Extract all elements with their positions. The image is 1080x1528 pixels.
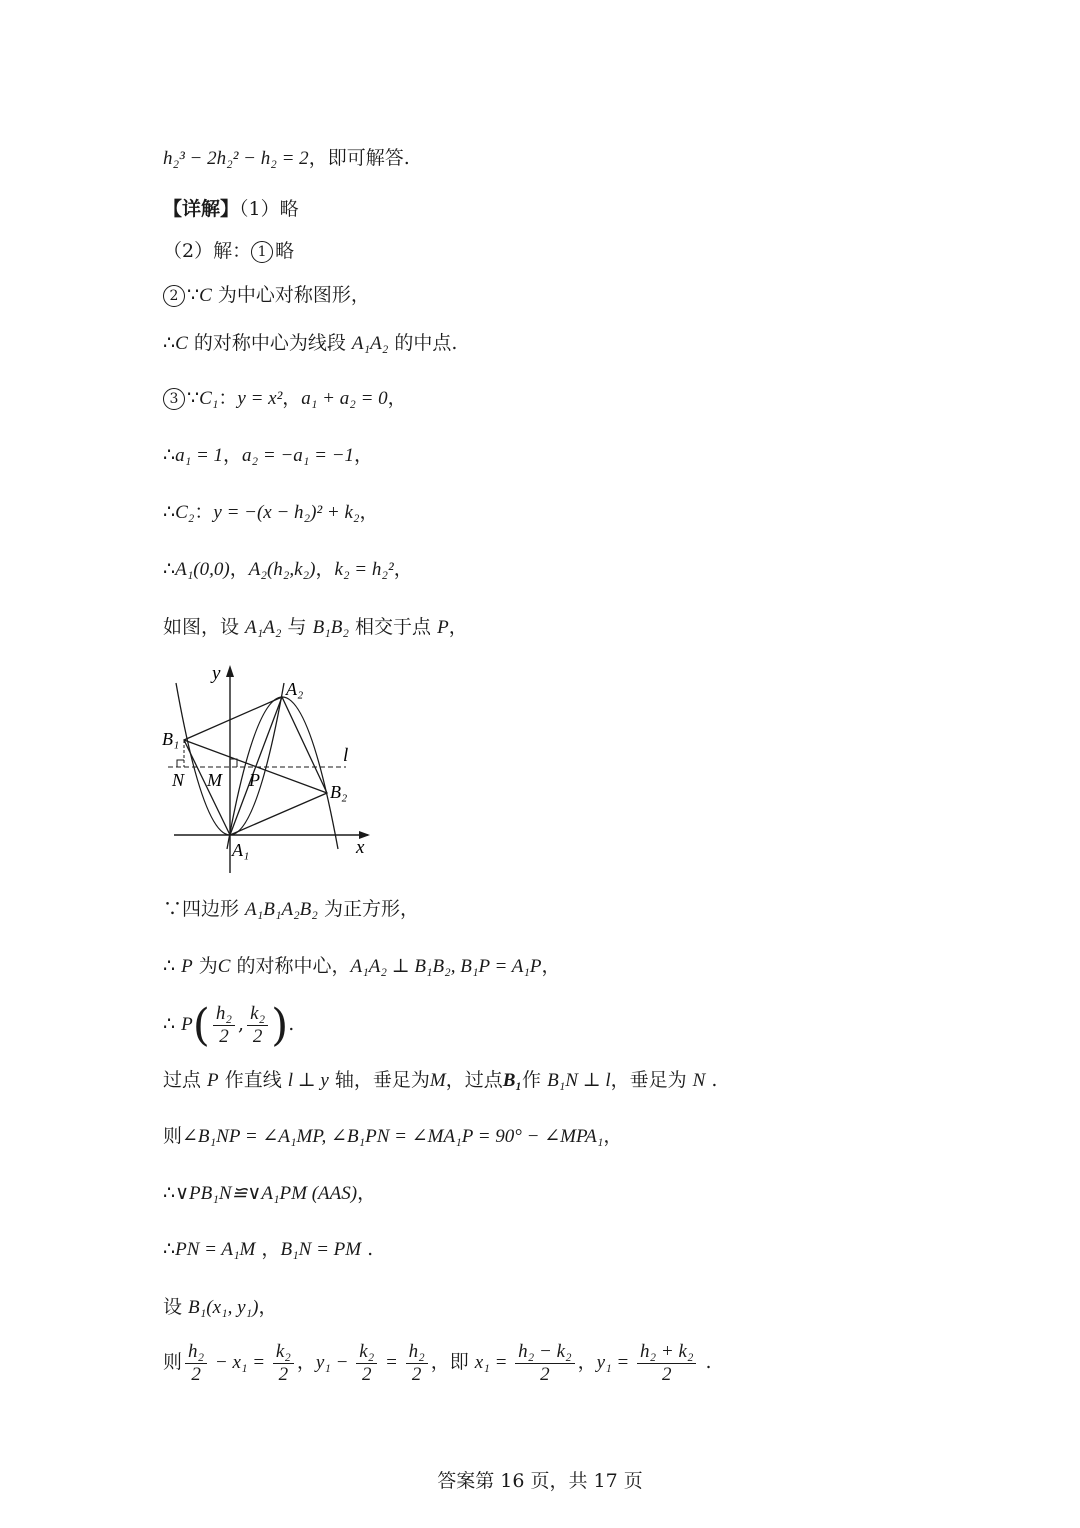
therefore-symbol: ∴ [163,1013,182,1035]
label-a2: A₂ [286,679,304,699]
because-symbol: ∵ [187,284,200,306]
denominator: 2 [278,1363,289,1385]
circled-number: 3 [163,388,185,410]
fraction [637,1341,696,1386]
fraction [356,1341,377,1386]
denominator: 2 [252,1025,263,1047]
text: ， [357,1182,377,1204]
equation: k₂ = h₂² [334,559,394,580]
equation: h₂³ − 2h₂² − h₂ = 2 [163,148,309,169]
var: C [217,956,231,977]
text-line-9 [163,556,413,583]
text: ， [282,387,302,409]
equation: PN = A₁M [175,1239,256,1260]
section-label: 【详解】 [163,198,240,220]
fraction [406,1341,428,1386]
text: 则 [163,1351,183,1373]
text: 过点 [163,1069,208,1091]
var: P [437,617,449,638]
text: 为 [192,955,218,977]
text: ， [393,558,413,580]
numerator: k₂ [356,1341,377,1364]
text-line-10 [163,614,468,641]
text: ， [223,444,243,466]
text-line-19 [163,1338,712,1387]
therefore-symbol: ∴ [163,1238,176,1260]
text-line-11 [163,896,419,923]
numerator: h₂ + k₂ [637,1341,696,1364]
equation: a₁ + a₂ = 0 [301,388,388,409]
text-line-18 [163,1294,278,1321]
denominator: 2 [540,1363,550,1385]
text: ，过点 [445,1069,503,1091]
equation: B₁N = PM [280,1239,362,1260]
therefore-symbol: ∴ [163,444,176,466]
text-line-17 [163,1236,373,1263]
therefore-symbol: ∴ [163,501,176,523]
text: . [361,1238,374,1260]
equation: ∠B₁NP = ∠A₁MP, ∠B₁PN = ∠MA₁P = 90° − ∠MPA₁ [182,1126,604,1147]
text: ， [258,1296,278,1318]
text: 的对称中心， [230,955,351,977]
segment: A₁A₂ [351,333,389,354]
text-line-3 [163,238,294,264]
label-l: l [343,745,349,766]
therefore-symbol: ∴ [163,558,176,580]
equation: A₁A₂ ⊥ B₁B₂, B₁P = A₁P [350,956,542,977]
text: . [699,1351,712,1373]
denominator: 2 [411,1363,422,1385]
label-n: N [172,770,185,790]
segment: B₁B₂ [312,617,350,638]
text: 的中点. [388,332,458,354]
text: ， [315,558,335,580]
text: ， [255,1238,281,1260]
point: B₁(x₁, y₁) [188,1297,259,1318]
text-line-4 [163,282,370,309]
text-line-12 [163,953,561,980]
var: P [181,1014,193,1035]
text-line-6 [163,385,407,412]
text-line-1 [163,145,410,172]
text-line-14 [163,1067,717,1094]
paren-right: ) [271,1000,289,1051]
text: 略 [275,240,295,262]
text: ， [354,444,374,466]
expression: x₁ = [474,1352,513,1373]
text: 轴，垂足为 [328,1069,430,1091]
text: ，垂足为 [610,1069,693,1091]
equation: y = −(x − h₂)² + k₂ [213,502,360,523]
text: 的对称中心为线段 [187,332,352,354]
page-footer: 答案第 16 页，共 17 页 [437,1470,643,1492]
label-y: y [212,663,221,684]
numerator: h₂ [185,1341,207,1364]
text: ， [603,1125,623,1147]
expression: − x₁ = [210,1352,270,1373]
numerator: h₂ [406,1341,428,1364]
segment: A₁A₂ [245,617,282,638]
equation: a₂ = −a₁ = −1 [242,445,355,466]
paren-left: ( [192,1000,210,1051]
expression: y₁ = [596,1352,635,1373]
text: , [238,1013,245,1035]
text: ，即 [430,1351,475,1373]
text-line-13 [163,1000,294,1050]
text: 如图，设 [163,616,246,638]
equation: a₁ = 1 [175,445,224,466]
denominator: 2 [191,1363,201,1385]
text: . [288,1013,295,1035]
therefore-symbol: ∴ [163,332,176,354]
right-angle-n [177,760,184,767]
expression: y₁ − [315,1352,354,1373]
var: P [207,1070,219,1091]
equation: ∨PB₁N≌∨A₁PM (AAS) [175,1183,358,1204]
text: ∵四边形 [163,898,246,920]
point: A₁(0,0) [175,559,230,580]
denominator: 2 [662,1363,672,1385]
therefore-symbol: ∴ [163,955,182,977]
text-line-2 [163,196,299,222]
y-axis-arrow [226,665,234,677]
numerator: h₂ − k₂ [515,1341,574,1364]
text: （2）解： [163,240,252,262]
text: 作 [522,1069,548,1091]
denominator: 2 [362,1363,372,1385]
text: ， [229,558,249,580]
equation: B₁N ⊥ l [547,1070,611,1091]
label-p: P [249,770,260,790]
text: 则 [163,1125,183,1147]
circled-number: 2 [163,285,185,307]
text: 为正方形， [317,898,419,920]
var: C₁ [199,388,219,409]
text: ， [296,1351,316,1373]
text: ， [541,955,561,977]
var: P [181,956,193,977]
label-a1: A₁ [232,840,250,860]
text: ， [577,1351,597,1373]
because-symbol: ∵ [187,387,200,409]
text: . [705,1069,718,1091]
fraction [515,1341,574,1386]
label-m: M [207,770,222,790]
text-line-8 [163,499,379,526]
fraction [247,1003,268,1048]
expression: = [380,1352,403,1373]
geometry-figure [160,655,385,880]
text: （1）略 [239,198,299,220]
text-line-16 [163,1180,376,1207]
right-angle-m [230,759,237,767]
var: B₁ [502,1070,523,1091]
var: C₂ [175,502,195,523]
text-line-15 [163,1123,622,1150]
circled-number: 1 [251,241,273,263]
equation: l ⊥ y [287,1070,329,1091]
text: 与 [281,616,313,638]
denominator: 2 [219,1025,229,1047]
label-b2: B₂ [330,782,348,802]
text: ，即可解答. [308,147,410,169]
text: ， [448,616,468,638]
label-x: x [356,837,365,858]
text: ： [218,387,238,409]
text-line-5 [163,330,457,357]
fraction [185,1341,207,1386]
text: 相交于点 [349,616,438,638]
numerator: k₂ [247,1003,268,1026]
fraction [213,1003,235,1048]
numerator: k₂ [273,1341,294,1364]
var: C [199,285,212,306]
var: N [692,1070,706,1091]
text: ， [359,501,379,523]
text-line-7 [163,442,373,469]
point: A₂(h₂,k₂) [248,559,316,580]
var: C [175,333,188,354]
therefore-symbol: ∴ [163,1182,176,1204]
fraction [273,1341,294,1386]
equation: y = x² [237,388,283,409]
text: 为中心对称图形， [211,284,370,306]
var: M [429,1070,446,1091]
label-b1: B₁ [162,729,180,749]
text: ， [387,387,407,409]
text: 作直线 [218,1069,288,1091]
quadrilateral: A₁B₁A₂B₂ [245,899,318,920]
numerator: h₂ [213,1003,235,1026]
text: ： [194,501,214,523]
text: 设 [163,1296,189,1318]
